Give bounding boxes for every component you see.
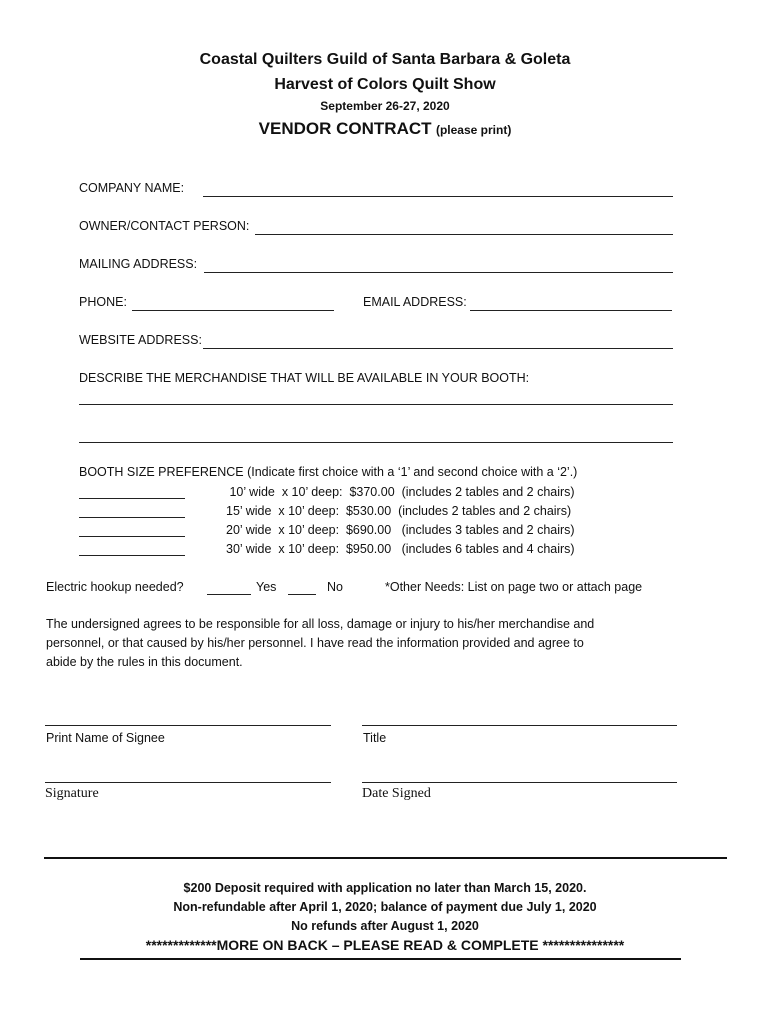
signature-label: Signature: [45, 786, 99, 801]
show-name: Harvest of Colors Quilt Show: [274, 76, 496, 93]
signature-field[interactable]: [45, 782, 331, 783]
agreement-line-3: abide by the rules in this document.: [46, 655, 243, 669]
owner-label: OWNER/CONTACT PERSON:: [79, 219, 250, 233]
website-field[interactable]: [203, 348, 673, 349]
print-name-field[interactable]: [45, 725, 331, 726]
date-signed-label: Date Signed: [362, 786, 431, 801]
merch-field-2[interactable]: [79, 442, 673, 443]
merch-field-1[interactable]: [79, 404, 673, 405]
email-field[interactable]: [470, 310, 672, 311]
website-label: WEBSITE ADDRESS:: [79, 333, 202, 347]
company-label: COMPANY NAME:: [79, 181, 185, 195]
section-divider: [44, 857, 727, 859]
contract-title-text: VENDOR CONTRACT: [258, 119, 432, 138]
company-field[interactable]: [203, 196, 673, 197]
print-name-label: Print Name of Signee: [46, 731, 165, 745]
other-needs-note: *Other Needs: List on page two or attach page: [385, 580, 643, 594]
electric-no-label: No: [327, 580, 343, 594]
booth-option-10x10: 10’ wide x 10’ deep: $370.00 (includes 2 tables and 2 chairs): [226, 485, 575, 499]
phone-label: PHONE:: [79, 295, 127, 309]
footer-underline: [80, 958, 681, 960]
owner-field[interactable]: [255, 234, 673, 235]
merch-label: DESCRIBE THE MERCHANDISE THAT WILL BE AVAILABLE IN YOUR BOOTH:: [79, 371, 530, 385]
booth-option-20x10: 20’ wide x 10’ deep: $690.00 (includes 3 tables and 2 chairs): [226, 523, 575, 537]
electric-label: Electric hookup needed?: [46, 580, 184, 594]
title-field[interactable]: [362, 725, 677, 726]
booth-choice-20x10[interactable]: [79, 536, 185, 537]
agreement-line-2: personnel, or that caused by his/her personnel. I have read the information provided and agree to: [46, 636, 584, 650]
no-refund-note: No refunds after August 1, 2020: [291, 919, 479, 933]
booth-choice-30x10[interactable]: [79, 555, 185, 556]
contract-title: [0, 119, 770, 139]
booth-heading: BOOTH SIZE PREFERENCE (Indicate first choice with a ‘1’ and second choice with a ‘2’.): [79, 465, 578, 479]
booth-option-30x10: 30’ wide x 10’ deep: $950.00 (includes 6 tables and 4 chairs): [226, 542, 575, 556]
org-name: Coastal Quilters Guild of Santa Barbara & Goleta: [199, 51, 571, 68]
mailing-label: MAILING ADDRESS:: [79, 257, 198, 271]
booth-choice-10x10[interactable]: [79, 498, 185, 499]
electric-yes-label: Yes: [256, 580, 277, 594]
more-on-back-note: *************MORE ON BACK – PLEASE READ & COMPLETE ***************: [145, 937, 625, 953]
booth-option-15x10: 15’ wide x 10’ deep: $530.00 (includes 2 tables and 2 chairs): [226, 504, 572, 518]
refund-note: Non-refundable after April 1, 2020; balance of payment due July 1, 2020: [173, 900, 597, 914]
date-signed-field[interactable]: [362, 782, 677, 783]
show-dates: September 26-27, 2020: [320, 99, 450, 113]
contract-note: (please print): [435, 123, 512, 137]
booth-choice-15x10[interactable]: [79, 517, 185, 518]
mailing-field[interactable]: [204, 272, 673, 273]
agreement-line-1: The undersigned agrees to be responsible for all loss, damage or injury to his/her merchandise and: [46, 617, 595, 631]
electric-no-field[interactable]: [288, 594, 316, 595]
title-label: Title: [363, 731, 387, 745]
electric-yes-field[interactable]: [207, 594, 251, 595]
email-label: EMAIL ADDRESS:: [363, 295, 467, 309]
phone-field[interactable]: [132, 310, 334, 311]
deposit-note: $200 Deposit required with application no later than March 15, 2020.: [183, 881, 587, 895]
